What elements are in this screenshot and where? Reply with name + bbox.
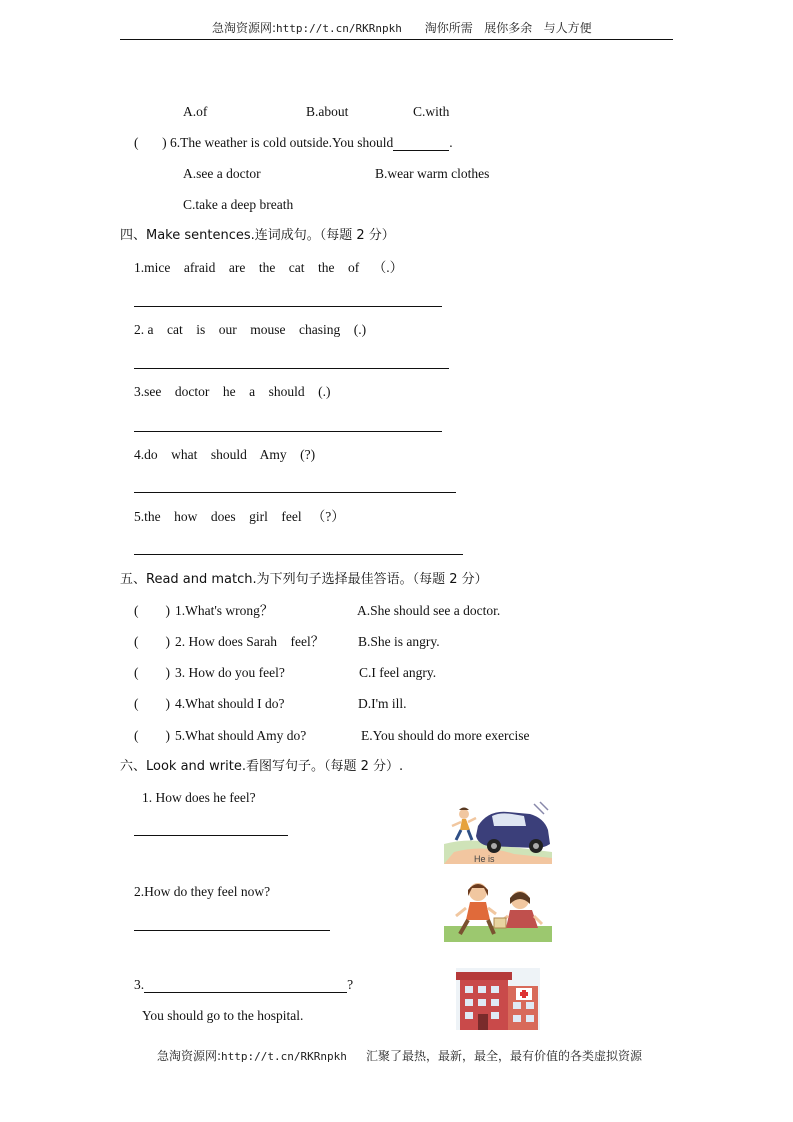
s6-q3-end: ? (347, 977, 354, 992)
s5-question-4: 4.What should I do? (175, 696, 285, 711)
s4-item-1: 1.mice afraid are the cat the of （.） (134, 260, 404, 275)
header-site: 急淘资源网: (212, 21, 277, 35)
header-url[interactable]: http://t.cn/RKRnpkh (276, 22, 402, 35)
page-header (212, 20, 592, 37)
header-rule (120, 39, 673, 40)
q6-option-c: C.take a deep breath (183, 197, 294, 212)
s6-question-1: 1. How does he feel? (142, 790, 256, 805)
s5-question-2: 2. How does Sarah feel？ (175, 634, 325, 649)
q6-stem: 6.The weather is cold outside.You should (170, 135, 394, 150)
s5-answer-c: C.I feel angry. (359, 665, 437, 680)
s6-question-2: 2.How do they feel now? (134, 884, 271, 899)
s5-question-5: 5.What should Amy do? (175, 728, 307, 743)
s5-paren-5[interactable]: ( ) (134, 728, 170, 743)
s4-item-4: 4.do what should Amy (?) (134, 447, 316, 462)
footer-url[interactable]: http://t.cn/RKRnpkh (221, 1050, 347, 1063)
s4-answer-line-2[interactable] (134, 368, 449, 369)
q6-paren-close: ) (162, 135, 167, 150)
s4-item-5: 5.the how does girl feel （?） (134, 509, 345, 524)
s5-answer-a: A.She should see a doctor. (357, 603, 501, 618)
s5-paren-2[interactable]: ( ) (134, 634, 170, 649)
page-footer (157, 1048, 642, 1065)
s6-question-3 (134, 977, 353, 993)
s4-answer-line-5[interactable] (134, 554, 463, 555)
header-slogan: 淘你所需 展你多余 与人方便 (424, 21, 592, 35)
q6-answer-blank[interactable] (393, 150, 449, 151)
q6-paren-open: ( (134, 135, 139, 150)
s5-answer-d: D.I'm ill. (358, 696, 407, 711)
s4-answer-line-1[interactable] (134, 306, 442, 307)
q6-option-a: A.see a doctor (183, 166, 261, 181)
s6-q3-blank[interactable] (144, 992, 347, 993)
q5-option-b: B.about (306, 104, 349, 119)
section5-title: 五、Read and match.为下列句子选择最佳答语。（每题 2 分） (120, 572, 488, 587)
s4-answer-line-3[interactable] (134, 431, 442, 432)
s5-answer-b: B.She is angry. (358, 634, 440, 649)
hospital-picture (456, 968, 540, 1030)
boy-car-picture (444, 800, 552, 864)
s6-answer-line-1[interactable] (134, 835, 288, 836)
s5-paren-4[interactable]: ( ) (134, 696, 170, 711)
s6-answer-line-2[interactable] (134, 930, 330, 931)
s4-item-2: 2. a cat is our mouse chasing (.) (134, 322, 367, 337)
s5-paren-1[interactable]: ( ) (134, 603, 170, 618)
footer-site: 急淘资源网: (157, 1049, 222, 1063)
q6-end: . (449, 135, 453, 150)
pic1-caption: He is (474, 854, 495, 864)
s6-q3-number: 3. (134, 977, 145, 992)
s6-answer-3: You should go to the hospital. (142, 1008, 304, 1023)
q6-question (134, 135, 453, 151)
s4-item-3: 3.see doctor he a should (.) (134, 384, 331, 399)
q5-option-a: A.of (183, 104, 208, 119)
section4-title: 四、Make sentences.连词成句。（每题 2 分） (120, 228, 395, 243)
s4-answer-line-4[interactable] (134, 492, 456, 493)
q5-option-c: C.with (413, 104, 450, 119)
q6-option-b: B.wear warm clothes (375, 166, 490, 181)
s5-paren-3[interactable]: ( ) (134, 665, 170, 680)
footer-slogan: 汇聚了最热，最新，最全，最有价值的各类虚拟资源 (365, 1049, 642, 1063)
s5-question-1: 1.What's wrong？ (175, 603, 274, 618)
section6-title: 六、Look and write.看图写句子。（每题 2 分）. (120, 759, 404, 774)
children-picture (444, 880, 552, 942)
s5-question-3: 3. How do you feel? (175, 665, 285, 680)
s5-answer-e: E.You should do more exercise (361, 728, 530, 743)
